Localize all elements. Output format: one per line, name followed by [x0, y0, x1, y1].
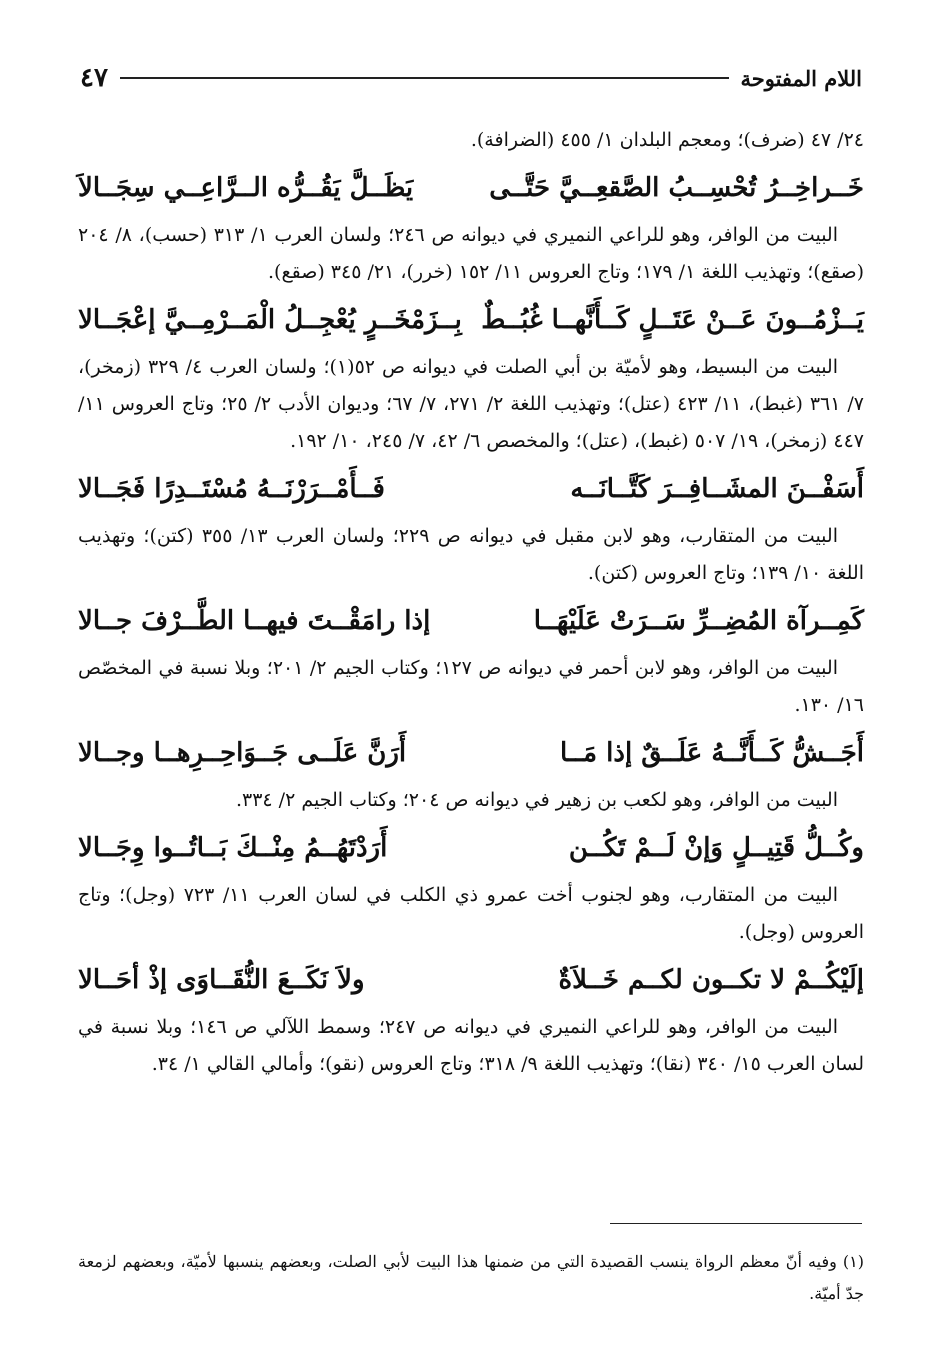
verse-commentary: البيت من البسيط، وهو لأميّة بن أبي الصلت في ديوانه ص ٥٢(١)؛ ولسان العرب ٤/ ٣٢٩ (زمخر)، ٧/ ٣٦١ (غبط)، ١١/ ٤٢٣ (عتل)؛ وتهذيب اللغة ٢/ ٢٧١، ٧/ ٦٧؛ وديوان الأدب ٢/ ٢٥؛ وتاج العروس ١١/ ٤٤٧ (زمخر)، ١٩/ ٥٠٧ (غبط)، (عتل)؛ والمخصص ٦/ ٤٢، ٧/ ٢٤٥، ١٠/ ١٩٢.	[78, 356, 864, 452]
poetry-verse	[78, 291, 864, 349]
verse-second-hemistich: يَظَــلَّ يَقُــرُّه الــرَّاعِــي سِجَــالاَ	[78, 173, 414, 203]
verse-first-hemistich: أَجَــشُّ كَــأَنَّــهُ عَلَــقٌ إذا مَــا	[560, 738, 864, 768]
page-number: ٤٧	[80, 63, 108, 93]
verse-second-hemistich: فَــأَمْــرَرْنَــهُ مُسْتَــدِرًا فَجَــالا	[78, 474, 385, 504]
footnote: (١) وفيه أنّ معظم الرواة ينسب القصيدة التي من ضمنها هذا البيت لأبي الصلت، وبعضهم ينسبها لأميّة، وبعضهم لزمعة جدّ أميّة.	[78, 1252, 864, 1303]
verse-commentary: البيت من الوافر، وهو للراعي النميري في ديوانه ص ٢٤٦؛ ولسان العرب ١/ ٣١٣ (حسب)، ٨/ ٢٠٤ (صقع)؛ وتهذيب اللغة ١/ ١٧٩؛ وتاج العروس ١١/ ١٥٢ (خرر)، ٢١/ ٣٤٥ (صقع).	[78, 224, 864, 283]
verse-commentary: البيت من الوافر، وهو لابن أحمر في ديوانه ص ١٢٧؛ وكتاب الجيم ٢/ ٢٠١؛ وبلا نسبة في المخصّص ١٦/ ١٣٠.	[78, 657, 864, 716]
verse-second-hemistich: أَرَدْتَهُــمُ مِنْــكَ بَــاتُــوا وِجَــالا	[78, 833, 388, 863]
main-text	[78, 122, 864, 1083]
poetry-verse	[78, 592, 864, 650]
verse-commentary: البيت من المتقارب، وهو لجنوب أخت عمرو ذي الكلب في لسان العرب ١١/ ٧٢٣ (وجل)؛ وتاج العروس (وجل).	[78, 884, 864, 943]
poetry-verse	[78, 724, 864, 782]
poetry-verse	[78, 819, 864, 877]
verse-second-hemistich: إذا رامَقْــتَ فيهــا الطَّــرْفَ جــالا	[78, 606, 431, 636]
verse-first-hemistich: خَــراخِــرُ تُحْسِــبُ الصَّقعِــيَّ حَتَّــى	[489, 173, 864, 203]
verse-first-hemistich: إلَيْكُــمْ لا تكــون لكــم خَــلاَةٌ	[558, 965, 864, 995]
poetry-verse	[78, 951, 864, 1009]
verse-first-hemistich: كَمِــرآة المُضِــرِّ سَــرَتْ عَلَيْهَــا	[533, 606, 864, 636]
verse-commentary: البيت من الوافر، وهو لكعب بن زهير في ديوانه ص ٢٠٤؛ وكتاب الجيم ٢/ ٣٣٤.	[235, 789, 838, 811]
verse-second-hemistich: ولاَ نَكَــعَ النُّقَــاوَى إذْ أحَــالا	[78, 965, 365, 995]
verse-second-hemistich: بِــزَمْخَــرٍ يُعْجِــلُ الْمَــرْمِــيَّ إعْجَــالا	[78, 305, 462, 335]
footnote-rule	[610, 1223, 862, 1224]
poetry-verse	[78, 460, 864, 518]
verse-first-hemistich: أَسَفْــنَ المشَــافِــرَ كَتَّــانَــه	[570, 474, 864, 504]
verse-second-hemistich: أَرَنَّ عَلَــى جَــوَاحِــرِهــا وجــالا	[78, 738, 407, 768]
poetry-verse	[78, 159, 864, 217]
verse-first-hemistich: وكُــلُّ قَتِيــلٍ وَإنْ لَــمْ تَكُــن	[568, 833, 864, 863]
verse-commentary: البيت من المتقارب، وهو لابن مقبل في ديوانه ص ٢٢٩؛ ولسان العرب ١٣/ ٣٥٥ (كتن)؛ وتهذيب اللغة ١٠/ ١٣٩؛ وتاج العروس (كتن).	[78, 525, 864, 584]
paragraph-continuation: ٢٤/ ٤٧ (ضرف)؛ ومعجم البلدان ١/ ٤٥٥ (الضرافة).	[470, 129, 864, 151]
verse-first-hemistich: يَــزْمُــونَ عَــنْ عَتَــلٍ كَــأَنَّهــا غُبُــطٌ	[481, 305, 864, 335]
verse-commentary: البيت من الوافر، وهو للراعي النميري في ديوانه ص ٢٤٧؛ وسمط اللآلي ص ١٤٦؛ وبلا نسبة في لسان العرب ١٥/ ٣٤٠ (نقا)؛ وتهذيب اللغة ٩/ ٣١٨؛ وتاج العروس (نقو)؛ وأمالي القالي ١/ ٣٤.	[78, 1016, 864, 1075]
chapter-title: اللام المفتوحة	[740, 65, 862, 91]
header-rule	[120, 77, 729, 79]
running-header	[80, 58, 862, 98]
